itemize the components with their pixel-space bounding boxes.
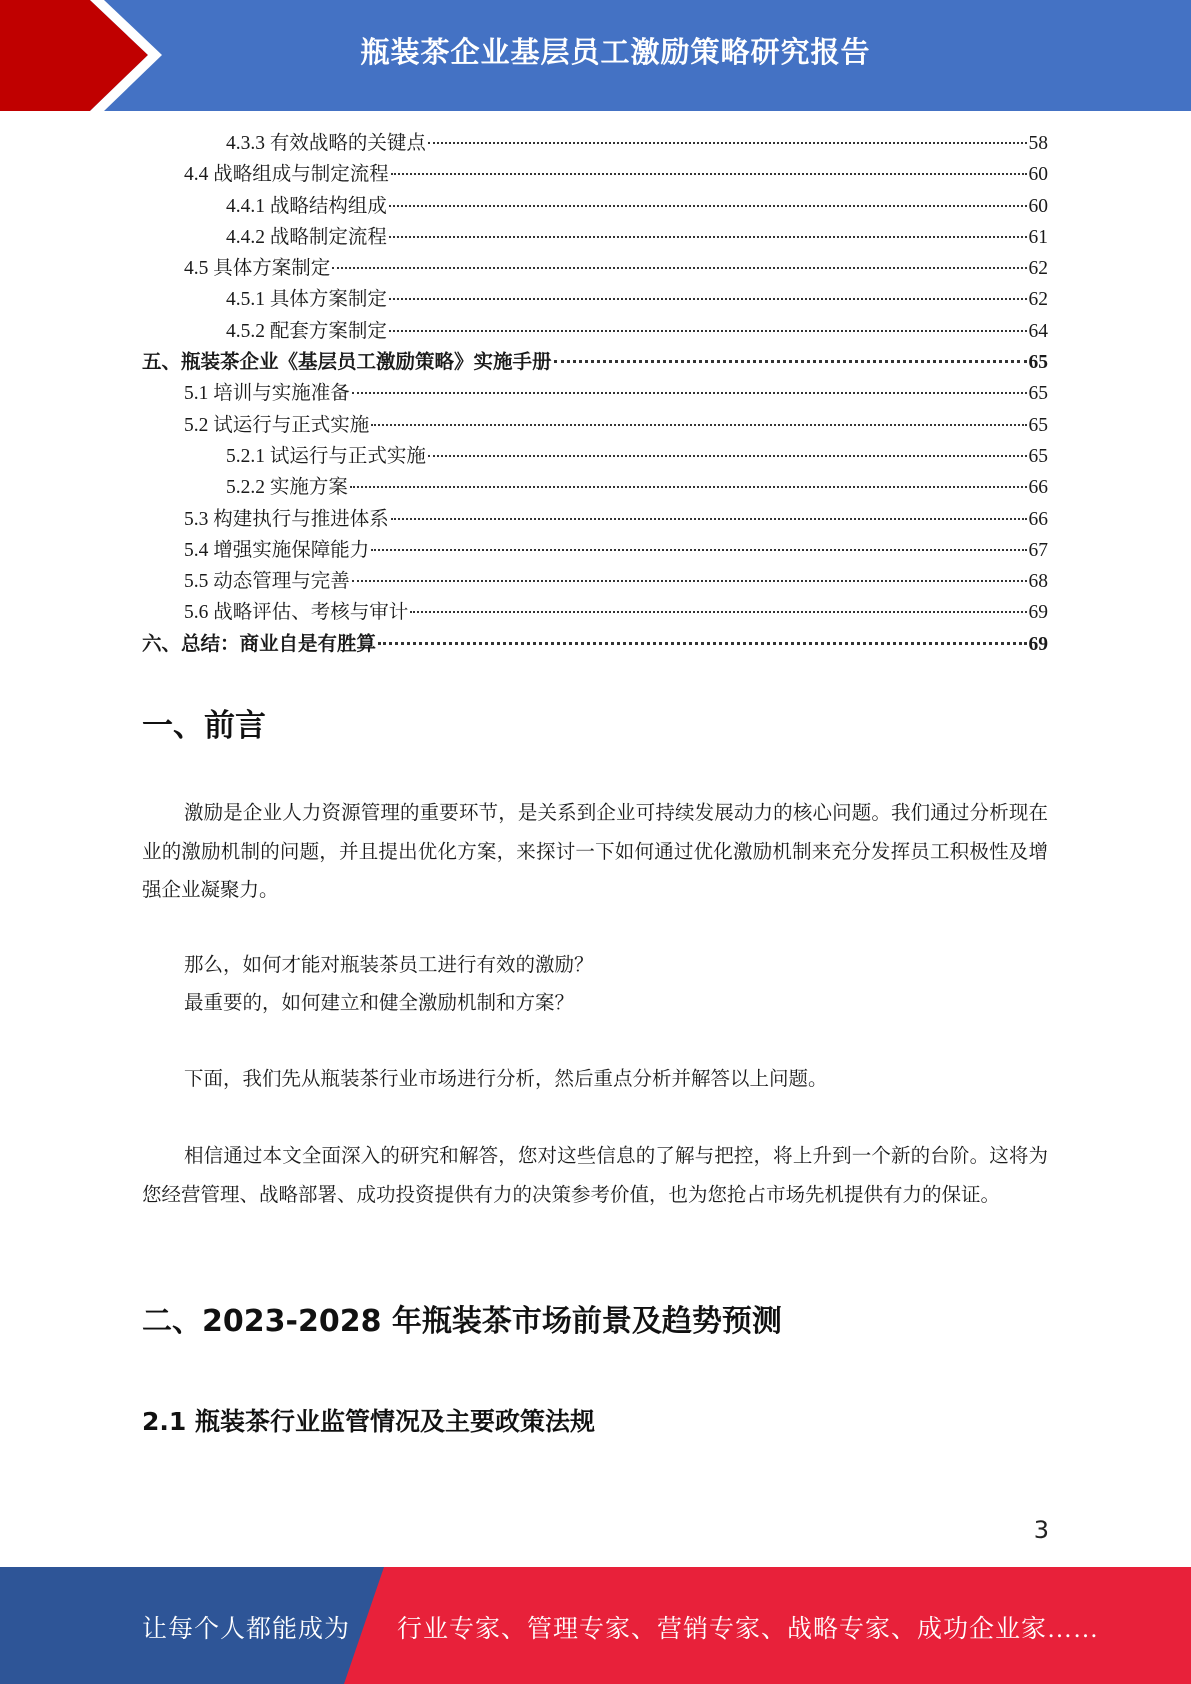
toc-entry[interactable] <box>142 535 1048 566</box>
toc-leader-dots <box>378 641 1026 645</box>
preface-paragraph-1: 激励是企业人力资源管理的重要环节，是关系到企业可持续发展动力的核心问题。我们通过分析现在业的激励机制的问题，并且提出优化方案，来探讨一下如何通过优化激励机制来充分发挥员工积极性及增强企业凝聚力。 <box>142 803 1048 901</box>
toc-entry[interactable] <box>142 128 1048 159</box>
toc-entry-page: 67 <box>1028 539 1048 561</box>
toc-leader-dots <box>428 454 1027 457</box>
preface-question-1: 那么，如何才能对瓶装茶员工进行有效的激励？ <box>184 955 594 976</box>
toc-leader-dots <box>428 141 1027 144</box>
toc-entry-label: 5.2 试运行与正式实施 <box>184 414 370 436</box>
preface-paragraph-4: 相信通过本文全面深入的研究和解答，您对这些信息的了解与把控，将上升到一个新的台阶。这将为您经营管理、战略部署、成功投资提供有力的决策参考价值，也为您抢占市场先机提供有力的保证。 <box>142 1146 1048 1206</box>
toc-entry[interactable] <box>142 441 1048 472</box>
toc-entry-label: 5.6 战略评估、考核与审计 <box>184 602 409 624</box>
toc-leader-dots <box>391 517 1027 520</box>
toc-leader-dots <box>389 297 1027 300</box>
toc-entry-page: 68 <box>1028 571 1048 593</box>
toc-entry-label: 5.2.2 实施方案 <box>226 477 348 499</box>
toc-entry[interactable] <box>142 410 1048 441</box>
table-of-contents <box>142 128 1048 660</box>
toc-leader-dots <box>371 423 1026 426</box>
header-title: 瓶装茶企业基层员工激励策略研究报告 <box>360 35 871 69</box>
preface-heading: 一、前言 <box>142 708 266 744</box>
toc-entry-label: 4.5.2 配套方案制定 <box>226 320 387 342</box>
toc-entry-label: 5.3 构建执行与推进体系 <box>184 508 389 530</box>
toc-entry-label: 5.4 增强实施保障能力 <box>184 539 370 561</box>
toc-entry-page: 60 <box>1028 195 1048 217</box>
toc-leader-dots <box>389 204 1027 207</box>
page-footer <box>0 1567 1191 1684</box>
toc-entry[interactable] <box>142 378 1048 409</box>
toc-leader-dots <box>352 579 1027 582</box>
toc-entry-page: 64 <box>1028 320 1048 342</box>
toc-entry-page: 62 <box>1028 258 1048 280</box>
toc-entry-page: 65 <box>1028 352 1048 374</box>
toc-entry-label: 5.5 动态管理与完善 <box>184 571 350 593</box>
toc-entry[interactable] <box>142 284 1048 315</box>
toc-entry-label: 5.1 培训与实施准备 <box>184 383 350 405</box>
toc-entry[interactable] <box>142 316 1048 347</box>
toc-entry-label: 4.5 具体方案制定 <box>184 258 331 280</box>
toc-entry[interactable] <box>142 504 1048 535</box>
toc-leader-dots <box>389 235 1027 238</box>
toc-leader-dots <box>410 610 1026 613</box>
toc-entry-page: 65 <box>1028 414 1048 436</box>
toc-entry[interactable] <box>142 159 1048 190</box>
toc-entry-label: 4.4.2 战略制定流程 <box>226 226 387 248</box>
section-2-heading: 二、2023-2028 年瓶装茶市场前景及趋势预测 <box>142 1304 782 1339</box>
toc-entry[interactable] <box>142 629 1048 660</box>
toc-entry-label: 4.4.1 战略结构组成 <box>226 195 387 217</box>
toc-leader-dots <box>391 172 1027 175</box>
toc-entry-page: 61 <box>1028 226 1048 248</box>
toc-entry[interactable] <box>142 472 1048 503</box>
toc-entry-label: 六、总结：商业自是有胜算 <box>142 633 377 655</box>
toc-leader-dots <box>332 266 1026 269</box>
toc-entry-page: 58 <box>1028 133 1048 154</box>
toc-entry[interactable] <box>142 597 1048 628</box>
toc-entry-page: 66 <box>1028 508 1048 530</box>
footer-slogan-left: 让每个人都能成为 <box>142 1616 351 1643</box>
toc-entry-page: 60 <box>1028 164 1048 186</box>
toc-entry-label: 4.5.1 具体方案制定 <box>226 289 387 311</box>
toc-entry-page: 65 <box>1028 445 1048 467</box>
toc-leader-dots <box>371 548 1026 551</box>
preface-paragraph-3: 下面，我们先从瓶装茶行业市场进行分析，然后重点分析并解答以上问题。 <box>184 1069 828 1090</box>
toc-leader-dots <box>352 391 1027 394</box>
preface-question-2: 最重要的，如何建立和健全激励机制和方案？ <box>184 993 575 1014</box>
toc-leader-dots <box>554 359 1027 363</box>
toc-entry[interactable] <box>142 347 1048 378</box>
toc-entry-page: 69 <box>1028 602 1048 624</box>
toc-entry-label: 4.3.3 有效战略的关键点 <box>226 133 426 154</box>
toc-leader-dots <box>350 485 1027 488</box>
page-header <box>0 0 1191 111</box>
page-number: 3 <box>1033 1516 1049 1544</box>
toc-entry[interactable] <box>142 191 1048 222</box>
toc-entry-page: 65 <box>1028 383 1048 405</box>
toc-entry[interactable] <box>142 253 1048 284</box>
toc-entry[interactable] <box>142 566 1048 597</box>
toc-entry-label: 4.4 战略组成与制定流程 <box>184 164 389 186</box>
toc-entry-label: 五、瓶装茶企业《基层员工激励策略》实施手册 <box>142 352 552 374</box>
footer-slogan-right: 行业专家、管理专家、营销专家、战略专家、成功企业家…… <box>397 1616 1100 1643</box>
toc-entry-page: 62 <box>1028 289 1048 311</box>
toc-entry[interactable] <box>142 222 1048 253</box>
toc-entry-label: 5.2.1 试运行与正式实施 <box>226 445 426 467</box>
toc-entry-page: 69 <box>1028 633 1048 655</box>
toc-entry-page: 66 <box>1028 477 1048 499</box>
toc-leader-dots <box>389 329 1027 332</box>
section-2-1-heading: 2.1 瓶装茶行业监管情况及主要政策法规 <box>142 1407 595 1436</box>
